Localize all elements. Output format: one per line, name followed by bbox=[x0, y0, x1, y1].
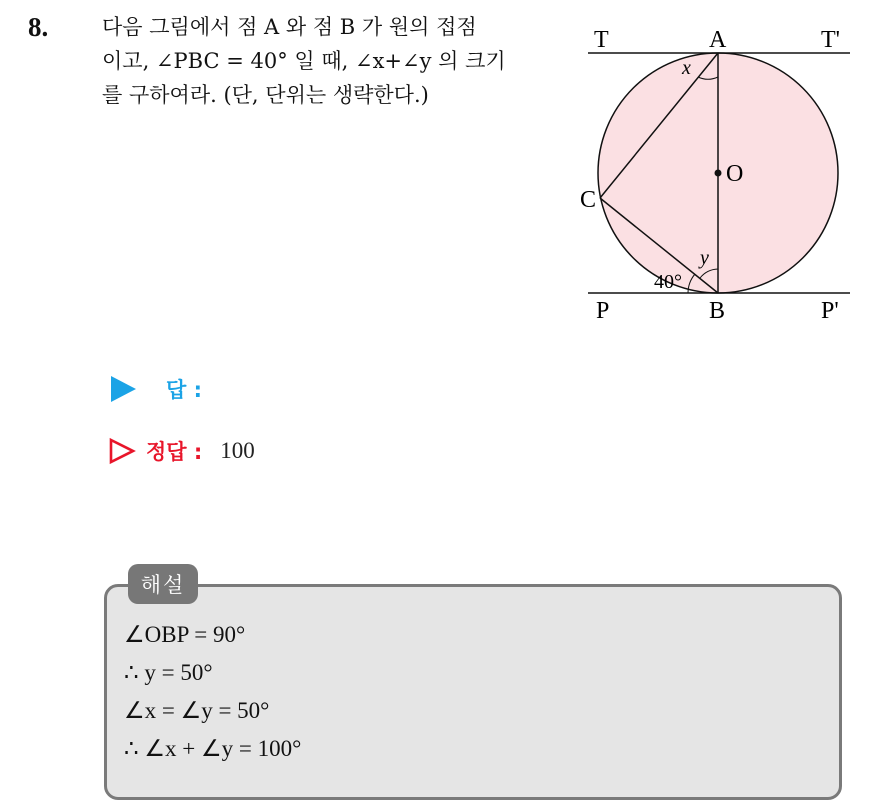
label-c: C bbox=[580, 187, 597, 213]
correct-answer-row bbox=[108, 436, 255, 466]
label-x: x bbox=[682, 57, 691, 79]
answer-label: 답 : bbox=[166, 378, 202, 402]
question-line: 를 구하여라. (단, 단위는 생략한다.) bbox=[102, 83, 429, 107]
question-line: 이고, ∠PBC = 40° 일 때, ∠x+∠y 의 크기 bbox=[102, 49, 506, 73]
correct-answer-label: 정답 : bbox=[146, 440, 203, 464]
correct-answer-value: 100 bbox=[220, 438, 255, 463]
center-point bbox=[715, 170, 722, 177]
solution-line: ∴ y = 50° bbox=[124, 660, 213, 685]
solution-line: ∴ ∠x + ∠y = 100° bbox=[124, 736, 302, 761]
outline-arrow-icon bbox=[108, 437, 136, 465]
solution-line: ∠OBP = 90° bbox=[124, 622, 246, 647]
figure-svg bbox=[578, 20, 858, 330]
solution-line: ∠x = ∠y = 50° bbox=[124, 698, 270, 723]
label-t-prime: T' bbox=[821, 27, 840, 53]
label-p: P bbox=[596, 298, 610, 324]
play-arrow-icon bbox=[108, 374, 138, 404]
label-b: B bbox=[709, 298, 726, 324]
label-t: T bbox=[594, 27, 609, 53]
label-p-prime: P' bbox=[821, 298, 839, 324]
solution-tag: 해설 bbox=[128, 564, 198, 604]
label-40-degrees: 40° bbox=[654, 271, 682, 293]
label-a: A bbox=[709, 27, 727, 53]
label-y: y bbox=[700, 247, 709, 269]
question-number: 8. bbox=[28, 12, 49, 42]
circle-tangent-figure bbox=[578, 20, 858, 330]
solution-text bbox=[124, 616, 301, 768]
answer-row bbox=[108, 374, 220, 404]
label-o: O bbox=[726, 161, 744, 187]
question-line: 다음 그림에서 점 A 와 점 B 가 원의 접점 bbox=[102, 15, 477, 39]
question-text bbox=[102, 10, 562, 112]
